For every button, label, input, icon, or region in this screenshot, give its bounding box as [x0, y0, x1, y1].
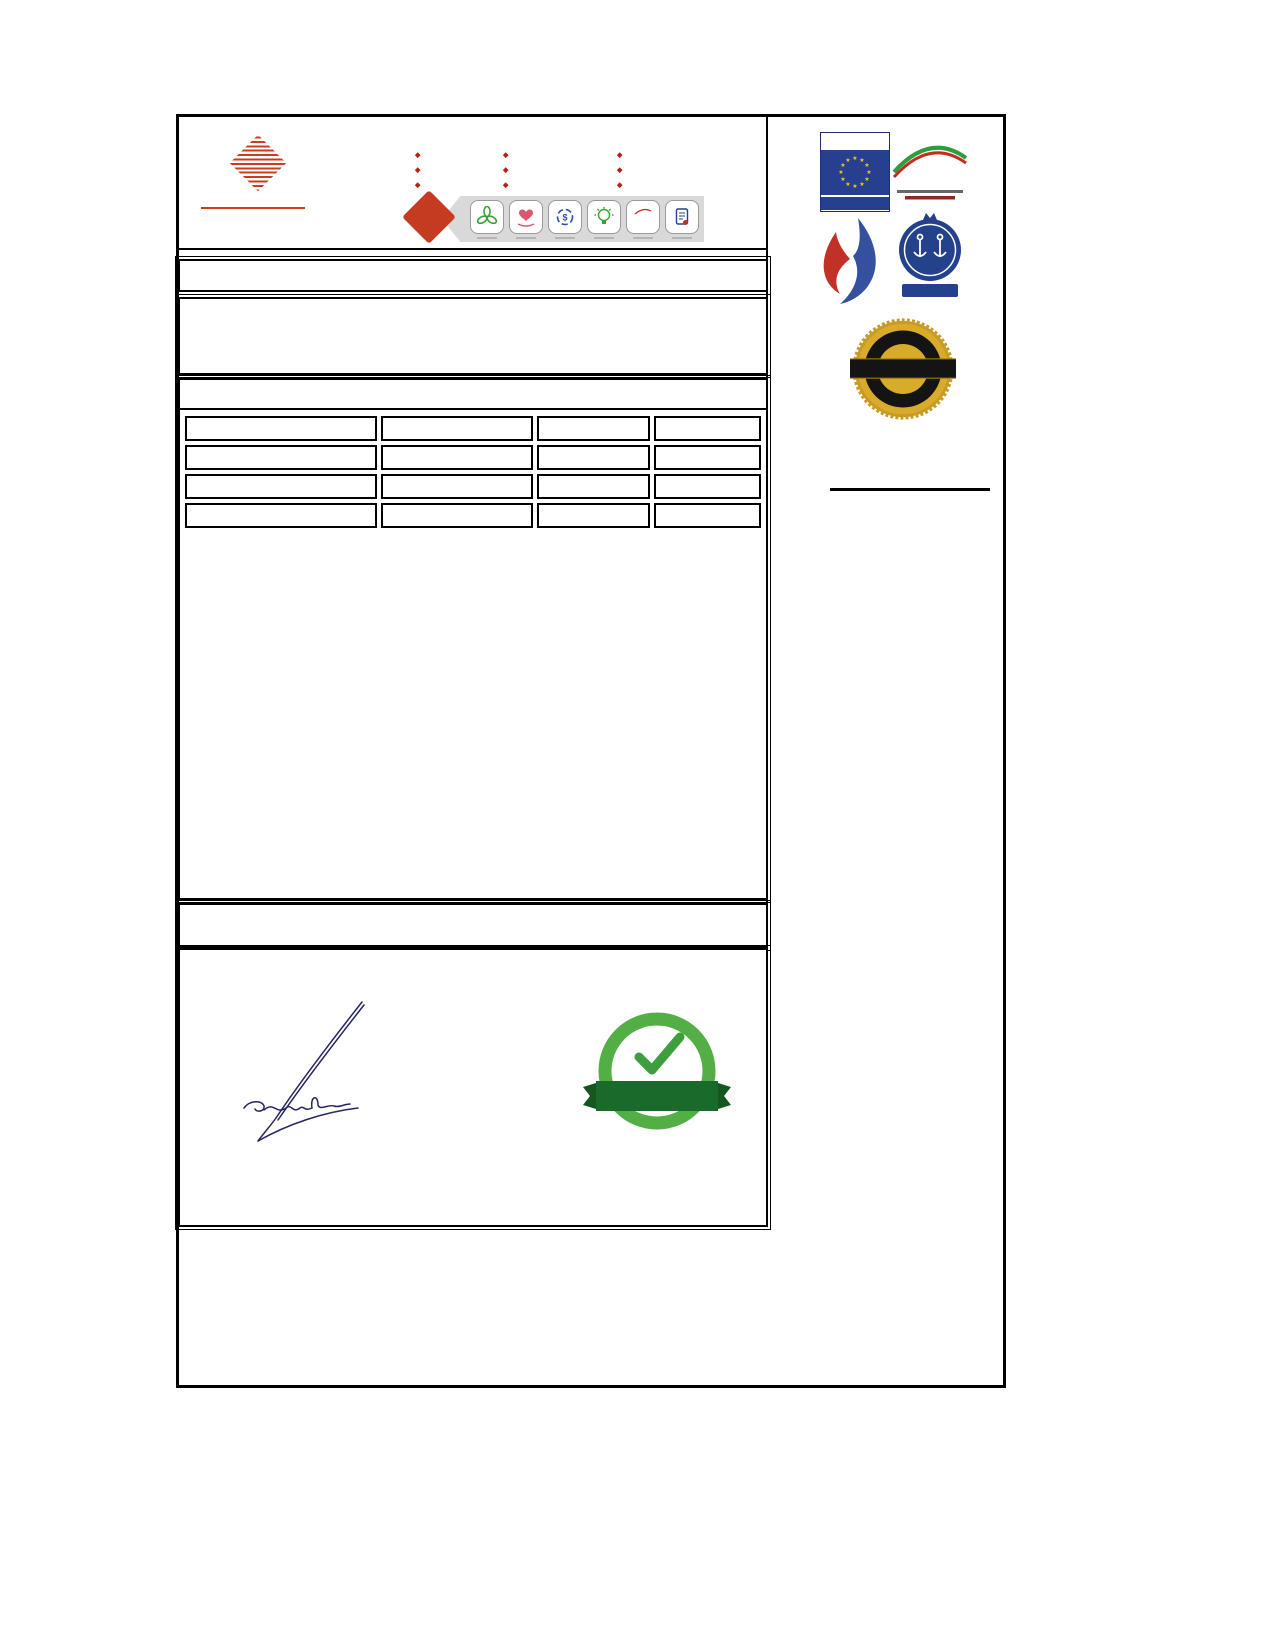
- test-method: [537, 445, 650, 470]
- iso-9001-badge: [850, 316, 956, 422]
- svg-text:★: ★: [864, 162, 870, 169]
- svg-text:★: ★: [845, 157, 851, 164]
- svg-text:★: ★: [852, 155, 858, 162]
- svg-text:★: ★: [852, 183, 858, 190]
- product-item: [617, 163, 626, 178]
- reach-subtitle: [821, 195, 889, 210]
- nirumand-polymer-logo: [193, 115, 323, 247]
- signature: [240, 1000, 370, 1148]
- test-results-title: [180, 382, 766, 410]
- test-method: [537, 474, 650, 499]
- footnote-box: [178, 903, 768, 948]
- icon-caption-bar: [633, 237, 653, 239]
- excellence-award-flame-icon: [808, 214, 892, 306]
- svg-text:★: ★: [864, 176, 870, 183]
- icon-caption-bar: [555, 237, 575, 239]
- col-header-unit: [381, 416, 533, 441]
- test-name: [185, 503, 377, 528]
- products-column-3: [617, 148, 626, 193]
- logo-underline: [201, 207, 305, 209]
- qc-passed-stamp: [582, 999, 732, 1149]
- table-row: [185, 474, 761, 499]
- naci-persian-bar: [905, 196, 955, 200]
- svg-text:★: ★: [840, 162, 846, 169]
- product-item: [415, 148, 424, 163]
- products-column-2: [503, 148, 512, 193]
- test-results-table: [181, 412, 765, 532]
- test-result: [654, 503, 761, 528]
- naci-mini-icon: [626, 200, 660, 234]
- crown-icon: [923, 213, 937, 220]
- test-name: [185, 474, 377, 499]
- icon-caption-bar: [477, 237, 497, 239]
- naci-caption-bar: [897, 190, 963, 193]
- svg-text:$: $: [562, 212, 568, 223]
- svg-text:★: ★: [859, 181, 865, 188]
- test-results-box: [178, 378, 768, 900]
- certificate-info-box: [178, 297, 768, 375]
- col-header-result: [654, 416, 761, 441]
- standard-certificate-icon: [665, 200, 699, 234]
- test-unit: [381, 503, 533, 528]
- svg-text:★: ★: [845, 181, 851, 188]
- table-row: [185, 503, 761, 528]
- dnv-austria-emblem: [894, 210, 966, 306]
- product-item: [503, 163, 512, 178]
- product-item: [503, 148, 512, 163]
- product-item: [617, 178, 626, 193]
- header-divider: [178, 248, 768, 250]
- reach-title: [821, 133, 889, 150]
- eu-stars-icon: [821, 150, 889, 195]
- test-name: [185, 445, 377, 470]
- col-header-test: [185, 416, 377, 441]
- test-result: [654, 474, 761, 499]
- table-header-row: [185, 416, 761, 441]
- bio-recycle-icon: [470, 200, 504, 234]
- svg-text:★: ★: [840, 176, 846, 183]
- product-item: [503, 178, 512, 193]
- circular-economy-icon: [548, 200, 582, 234]
- col-header-method: [537, 416, 650, 441]
- test-result: [654, 445, 761, 470]
- icon-caption-bar: [672, 237, 692, 239]
- svg-text:★: ★: [838, 169, 844, 176]
- icon-caption-bar: [594, 237, 614, 239]
- social-responsibility-icon: [509, 200, 543, 234]
- svg-text:★: ★: [866, 169, 872, 176]
- icon-caption-bar: [516, 237, 536, 239]
- product-item: [617, 148, 626, 163]
- products-column-1: [415, 148, 424, 193]
- test-method: [537, 503, 650, 528]
- certificate-title-box: [178, 259, 768, 292]
- quality-control-box: [178, 948, 768, 1227]
- reach-compliance-logo: [820, 132, 890, 212]
- services-heading: [830, 474, 990, 491]
- product-item: [415, 178, 424, 193]
- test-unit: [381, 445, 533, 470]
- product-item: [415, 163, 424, 178]
- svg-text:★: ★: [859, 157, 865, 164]
- table-row: [185, 445, 761, 470]
- test-unit: [381, 474, 533, 499]
- naci-logo: [891, 138, 969, 204]
- sustainability-bulb-icon: [587, 200, 621, 234]
